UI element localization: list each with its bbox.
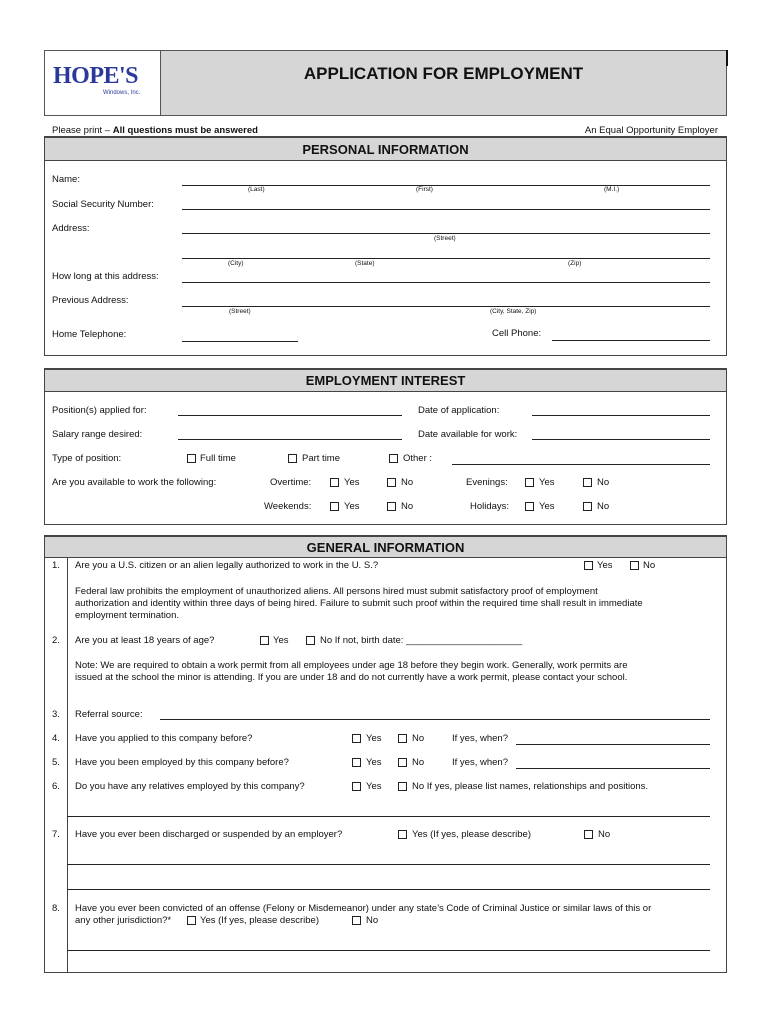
print-note (52, 125, 258, 136)
q7-text: Have you ever been discharged or suspended by an employer? (75, 829, 343, 840)
general-left-rule (67, 558, 68, 973)
q5-yes-label: Yes (366, 757, 382, 768)
date-application-label: Date of application: (418, 405, 500, 416)
q8-answer-line[interactable] (67, 950, 710, 951)
q8-no-checkbox[interactable] (352, 916, 361, 925)
full-time-label: Full time (200, 453, 236, 464)
employment-section-title: EMPLOYMENT INTEREST (44, 369, 727, 392)
date-available-line[interactable] (532, 439, 710, 440)
other-line[interactable] (452, 464, 710, 465)
available-label: Are you available to work the following: (52, 477, 217, 488)
how-long-line[interactable] (182, 282, 710, 283)
evenings-label: Evenings: (466, 477, 508, 488)
address-state-caption: (State) (355, 260, 375, 267)
q2-note (75, 660, 628, 684)
holidays-no-label: No (597, 501, 610, 512)
positions-line[interactable] (178, 415, 402, 416)
ssn-label: Social Security Number: (52, 199, 154, 210)
q1-text: Are you a U.S. citizen or an alien legally authorized to work in the U. S.? (75, 560, 379, 571)
q1-note (75, 586, 643, 622)
q5-when-line[interactable] (516, 768, 710, 769)
q4-when-line[interactable] (516, 744, 710, 745)
cell-phone-label: Cell Phone: (492, 328, 542, 339)
q4-no-checkbox[interactable] (398, 734, 407, 743)
referral-source-line[interactable] (160, 719, 710, 720)
overtime-yes-label: Yes (344, 477, 360, 488)
q2-note-line-2: issued at the school the minor is attending. If you are under 18 and do not currently have a work permit, please contact your school. (75, 672, 628, 683)
holidays-label: Holidays: (470, 501, 510, 512)
q8-no-label: No (366, 915, 379, 926)
q7-yes-label: Yes (If yes, please describe) (412, 829, 531, 840)
personal-section (44, 136, 727, 356)
how-long-label: How long at this address: (52, 271, 159, 282)
q8-yes-checkbox[interactable] (187, 916, 196, 925)
q2-no-checkbox[interactable] (306, 636, 315, 645)
q6-no-label: No If yes, please list names, relationships and positions. (412, 781, 649, 792)
q1-no-checkbox[interactable] (630, 561, 639, 570)
q4-when-label: If yes, when? (452, 733, 508, 744)
q2-text: Are you at least 18 years of age? (75, 635, 215, 646)
q2-no-label: No If not, birth date: ______________________ (320, 635, 523, 646)
home-phone-line[interactable] (182, 341, 298, 342)
company-logo: HOPE'S (53, 63, 139, 89)
q5-yes-checkbox[interactable] (352, 758, 361, 767)
general-section-title: GENERAL INFORMATION (44, 536, 727, 558)
cell-phone-line[interactable] (552, 340, 710, 341)
personal-section-title: PERSONAL INFORMATION (44, 137, 727, 161)
name-last-caption: (Last) (248, 186, 265, 193)
evenings-no-label: No (597, 477, 610, 488)
q5-number: 5. (52, 757, 60, 768)
q3-text: Referral source: (75, 709, 143, 720)
q8-number: 8. (52, 903, 60, 914)
q6-number: 6. (52, 781, 60, 792)
weekends-no-checkbox[interactable] (387, 502, 396, 511)
q1-number: 1. (52, 560, 60, 571)
part-time-checkbox[interactable] (288, 454, 297, 463)
print-note-bold: All questions must be answered (112, 125, 258, 136)
weekends-no-label: No (401, 501, 414, 512)
holidays-no-checkbox[interactable] (583, 502, 592, 511)
q7-number: 7. (52, 829, 60, 840)
previous-address-label: Previous Address: (52, 295, 129, 306)
q4-no-label: No (412, 733, 425, 744)
q8-text-line-2: any other jurisdiction?* (75, 915, 172, 926)
q5-no-label: No (412, 757, 425, 768)
name-first-caption: (First) (416, 186, 433, 193)
weekends-yes-label: Yes (344, 501, 360, 512)
header-right-edge (726, 50, 728, 66)
address-street-caption: (Street) (434, 235, 456, 242)
weekends-label: Weekends: (264, 501, 312, 512)
q1-note-line-2: authorization and identity within three days of being hired. Failure to submit such proof within the required time shall result in immediate (75, 598, 643, 609)
evenings-yes-checkbox[interactable] (525, 478, 534, 487)
salary-line[interactable] (178, 439, 402, 440)
q2-note-line-1: Note: We are required to obtain a work permit from all employees under age 18 before they begin work. Generally, work permits are (75, 660, 628, 671)
q1-yes-checkbox[interactable] (584, 561, 593, 570)
logo-subtitle: Windows, Inc. (103, 90, 141, 96)
q4-text: Have you applied to this company before? (75, 733, 253, 744)
q7-no-label: No (598, 829, 611, 840)
evenings-no-checkbox[interactable] (583, 478, 592, 487)
holidays-yes-checkbox[interactable] (525, 502, 534, 511)
address-label: Address: (52, 223, 90, 234)
q7-yes-checkbox[interactable] (398, 830, 407, 839)
address-city-line[interactable] (182, 258, 710, 259)
overtime-no-label: No (401, 477, 414, 488)
name-mi-caption: (M.I.) (604, 186, 620, 193)
previous-csz-caption: (City, State, Zip) (490, 308, 537, 315)
q6-no-checkbox[interactable] (398, 782, 407, 791)
address-city-caption: (City) (228, 260, 244, 267)
q4-yes-checkbox[interactable] (352, 734, 361, 743)
logo-area (45, 51, 161, 115)
q1-yes-label: Yes (597, 560, 613, 571)
q6-yes-checkbox[interactable] (352, 782, 361, 791)
q2-yes-checkbox[interactable] (260, 636, 269, 645)
q7-no-checkbox[interactable] (584, 830, 593, 839)
type-position-label: Type of position: (52, 453, 122, 464)
q7-answer-line-1[interactable] (67, 864, 710, 865)
q8-text-line-1: Have you ever been convicted of an offense (Felony or Misdemeanor) under any state’s Code of Criminal Justice or similar laws of this or (75, 903, 652, 914)
date-available-label: Date available for work: (418, 429, 518, 440)
q5-no-checkbox[interactable] (398, 758, 407, 767)
date-application-line[interactable] (532, 415, 710, 416)
q6-answer-line[interactable] (67, 816, 710, 817)
other-checkbox[interactable] (389, 454, 398, 463)
positions-label: Position(s) applied for: (52, 405, 147, 416)
q1-note-line-1: Federal law prohibits the employment of unauthorized aliens. All persons hired must submit satisfactory proof of employment (75, 586, 598, 597)
home-phone-label: Home Telephone: (52, 329, 127, 340)
eoe-note: An Equal Opportunity Employer (584, 125, 718, 136)
previous-address-line[interactable] (182, 306, 710, 307)
previous-street-caption: (Street) (229, 308, 251, 315)
address-street-line[interactable] (182, 233, 710, 234)
q2-number: 2. (52, 635, 60, 646)
q8-yes-label: Yes (If yes, please describe) (200, 915, 319, 926)
full-time-checkbox[interactable] (187, 454, 196, 463)
q5-text: Have you been employed by this company before? (75, 757, 289, 768)
page-title: APPLICATION FOR EMPLOYMENT (303, 64, 584, 83)
holidays-yes-label: Yes (539, 501, 555, 512)
print-note-prefix: Please print – (52, 125, 113, 136)
evenings-yes-label: Yes (539, 477, 555, 488)
q5-when-label: If yes, when? (452, 757, 508, 768)
name-label: Name: (52, 174, 80, 185)
q6-text: Do you have any relatives employed by this company? (75, 781, 305, 792)
q2-yes-label: Yes (273, 635, 289, 646)
q1-note-line-3: employment termination. (75, 610, 180, 621)
weekends-yes-checkbox[interactable] (330, 502, 339, 511)
salary-label: Salary range desired: (52, 429, 143, 440)
overtime-yes-checkbox[interactable] (330, 478, 339, 487)
other-label: Other : (403, 453, 433, 464)
address-zip-caption: (Zip) (568, 260, 582, 267)
overtime-no-checkbox[interactable] (387, 478, 396, 487)
q4-yes-label: Yes (366, 733, 382, 744)
ssn-line[interactable] (182, 209, 710, 210)
q1-no-label: No (643, 560, 656, 571)
part-time-label: Part time (302, 453, 341, 464)
q8-text (75, 903, 651, 915)
q6-yes-label: Yes (366, 781, 382, 792)
q7-answer-line-2[interactable] (67, 889, 710, 890)
q3-number: 3. (52, 709, 60, 720)
overtime-label: Overtime: (270, 477, 312, 488)
q4-number: 4. (52, 733, 60, 744)
